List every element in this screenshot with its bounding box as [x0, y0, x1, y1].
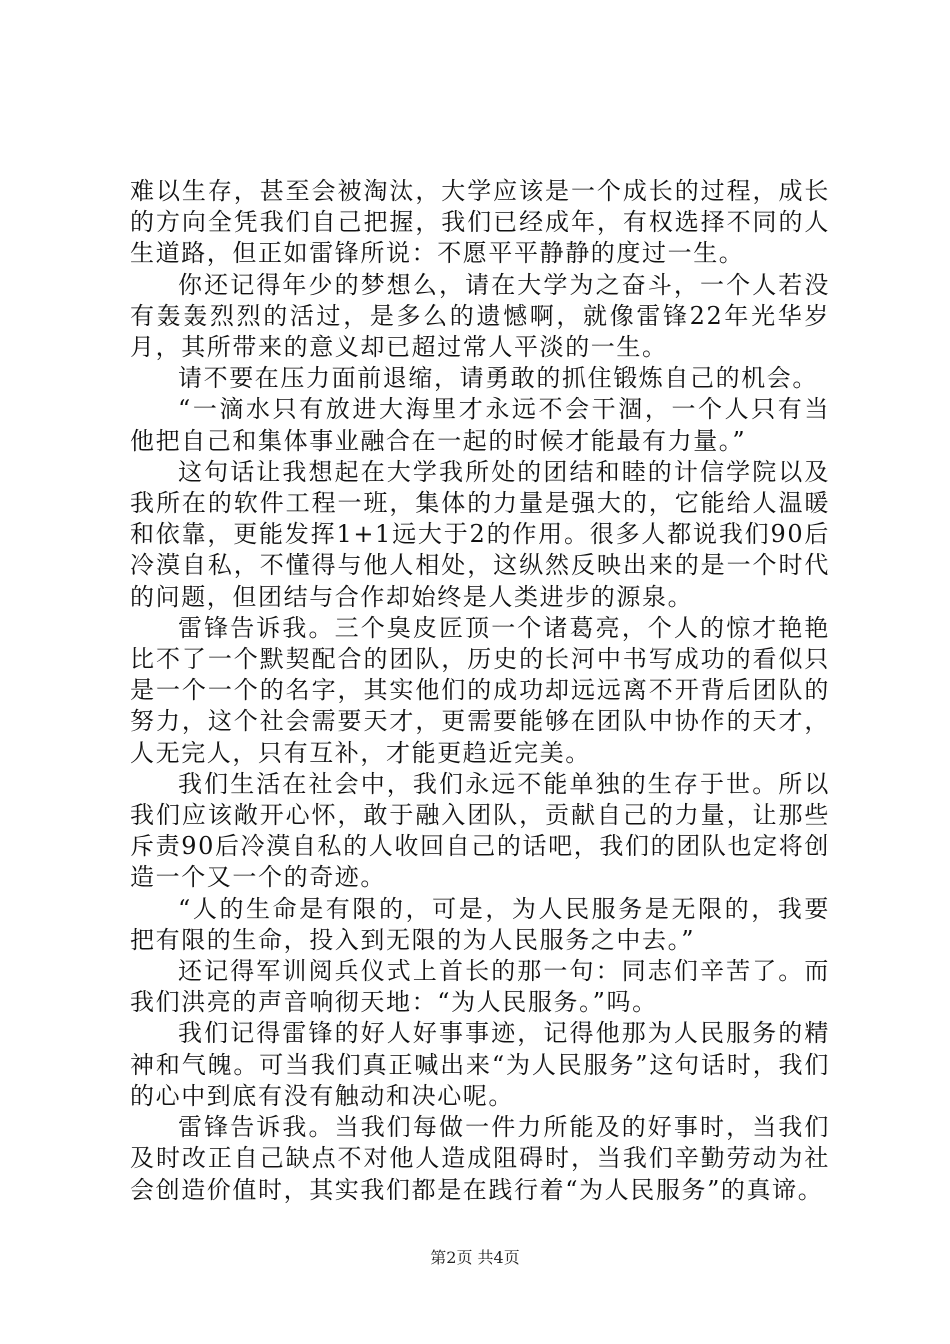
paragraph: 你还记得年少的梦想么，请在大学为之奋斗，一个人若没有轰轰烈烈的活过，是多么的遗憾啊，就像雷锋22年光华岁月，其所带来的意义却已超过常人平淡的一生。 — [130, 270, 830, 362]
document-body — [130, 176, 830, 1206]
paragraph: 雷锋告诉我。三个臭皮匠顶一个诸葛亮，个人的惊才艳艳比不了一个默契配合的团队，历史的长河中书写成功的看似只是一个一个的名字，其实他们的成功却远远离不开背后团队的努力，这个社会需要天才，更需要能够在团队中协作的天才，人无完人，只有互补，才能更趋近完美。 — [130, 613, 830, 767]
paragraph: 雷锋告诉我。当我们每做一件力所能及的好事时，当我们及时改正自己缺点不对他人造成阻碍时，当我们辛勤劳动为社会创造价值时，其实我们都是在践行着“为人民服务”的真谛。 — [130, 1113, 830, 1204]
paragraph: 难以生存，甚至会被淘汰，大学应该是一个成长的过程，成长的方向全凭我们自己把握，我们已经成年，有权选择不同的人生道路，但正如雷锋所说：不愿平平静静的度过一生。 — [130, 177, 830, 268]
paragraph: 我们记得雷锋的好人好事事迹，记得他那为人民服务的精神和气魄。可当我们真正喊出来“为人民服务”这句话时，我们的心中到底有没有触动和决心呢。 — [130, 1019, 830, 1110]
quote-paragraph: “一滴水只有放进大海里才永远不会干涸，一个人只有当他把自己和集体事业融合在一起的时候才能最有力量。” — [130, 395, 830, 455]
paragraph: 我们生活在社会中，我们永远不能单独的生存于世。所以我们应该敞开心怀，敢于融入团队，贡献自己的力量，让那些斥责90后冷漠自私的人收回自己的话吧，我们的团队也定将创造一个又一个的奇迹。 — [130, 769, 830, 892]
paragraph: 还记得军训阅兵仪式上首长的那一句：同志们辛苦了。而我们洪亮的声音响彻天地：“为人民服务。”吗。 — [130, 957, 830, 1017]
paragraph: 请不要在压力面前退缩，请勇敢的抓住锻炼自己的机会。 — [178, 364, 818, 393]
quote-paragraph: “人的生命是有限的，可是，为人民服务是无限的，我要把有限的生命，投入到无限的为人民服务之中去。” — [130, 894, 830, 954]
page-number-footer: 第2页 共4页 — [430, 1248, 520, 1267]
paragraph: 这句话让我想起在大学我所处的团结和睦的计信学院以及我所在的软件工程一班，集体的力量是强大的，它能给人温暖和依靠，更能发挥1+1远大于2的作用。很多人都说我们90后冷漠自私，不懂得与他人相处，这纵然反映出来的是一个时代的问题，但团结与合作却始终是人类进步的源泉。 — [130, 457, 830, 611]
